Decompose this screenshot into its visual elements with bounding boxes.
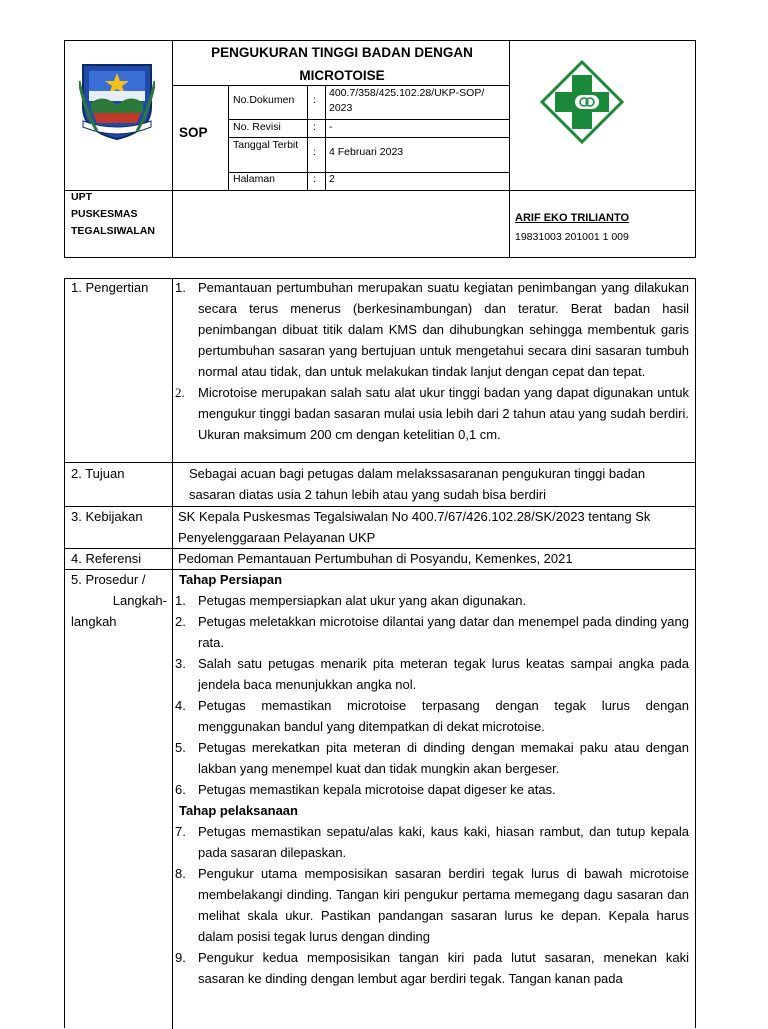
prosedur-label: 5. Prosedur / Langkah- langkah bbox=[71, 572, 167, 629]
doc-number-label: No.Dokumen bbox=[233, 94, 295, 106]
issue-date-value: 4 Februari 2023 bbox=[329, 146, 404, 158]
page-label: Halaman bbox=[233, 173, 276, 185]
persiapan-heading: Tahap Persiapan bbox=[179, 572, 283, 587]
tujuan-label: 2. Tujuan bbox=[71, 466, 125, 481]
tujuan-text: Sebagai acuan bagi petugas dalam melakssasaranan pengukuran tinggi badan sasaran diatas usia 2 tahun lebih atau yang sudah bisa berdiri bbox=[189, 466, 646, 502]
list-item: 2. Petugas meletakkan microtoise dilantai yang datar dan menempel pada dinding yang rata. bbox=[175, 614, 689, 650]
list-item: 3. Salah satu petugas menarik pita meteran tegak lurus keatas sampai angka pada jendela baca menunjukkan angka nol. bbox=[175, 656, 689, 692]
doc-number-value: 400.7/358/425.102.28/UKP-SOP/ 2023 bbox=[329, 87, 485, 114]
sop-label: SOP bbox=[179, 125, 208, 140]
issue-date-sep: : bbox=[313, 146, 316, 158]
pengertian-label: 1. Pengertian bbox=[71, 280, 149, 295]
sop-header bbox=[64, 40, 696, 258]
puskesmas-logo bbox=[539, 59, 625, 145]
regency-emblem-logo bbox=[79, 61, 155, 141]
revision-sep: : bbox=[313, 121, 316, 133]
list-item: 9. Pengukur kedua memposisikan tangan kiri pada lutut sasaran, menekan kaki sasaran ke dinding dengan lembut agar berdiri tegak. Tangan kanan pada bbox=[175, 950, 689, 986]
list-item: 4. Petugas memastikan microtoise terpasang dengan tegak lurus dengan menggunakan bandul yang ditempatkan di dekat microtoise. bbox=[175, 698, 689, 734]
unit-name: UPT PUSKESMAS TEGALSIWALAN bbox=[71, 191, 155, 237]
referensi-label: 4. Referensi bbox=[71, 551, 142, 566]
list-item: 5. Petugas merekatkan pita meteran di dinding dengan memakai paku atau dengan lakban yang menempel kuat dan tidak mungkin akan bergeser. bbox=[175, 740, 689, 776]
revision-label: No. Revisi bbox=[233, 121, 281, 133]
pengertian-list bbox=[173, 277, 689, 445]
list-item: 7. Petugas memastikan sepatu/alas kaki, kaus kaki, hiasan rambut, dan tutup kepala pada sasaran dilepaskan. bbox=[175, 824, 689, 860]
kebijakan-label: 3. Kebijakan bbox=[71, 509, 143, 524]
prosedur-list bbox=[173, 569, 689, 989]
kebijakan-text: SK Kepala Puskesmas Tegalsiwalan No 400.7/67/426.102.28/SK/2023 tentang Sk Penyelenggaraan Pelayanan UKP bbox=[178, 509, 651, 545]
pelaksanaan-heading: Tahap pelaksanaan bbox=[179, 803, 298, 818]
issue-date-label: Tanggal Terbit bbox=[233, 139, 299, 151]
page-title: PENGUKURAN TINGGI BADAN DENGAN MICROTOISE bbox=[211, 45, 473, 83]
list-item: 1. Petugas mempersiapkan alat ukur yang akan digunakan. bbox=[175, 593, 527, 608]
signer-nip: 19831003 201001 1 009 bbox=[515, 231, 629, 243]
list-item: 1. Pemantauan pertumbuhan merupakan suatu kegiatan penimbangan yang dilakukan secara terus menerus (berkesinambungan) dan teratur. Berat badan hasil penimbangan dibuat titik dalam KMS dan dihubungkan sehingga membentuk garis pertumbuhan sasaran yang bertujuan untuk mengetahui secara dini sasaran tumbuh normal atau tidak, dan untuk melakukan tindak lanjut dengan cepat dan tepat. bbox=[175, 280, 689, 379]
page-sep: : bbox=[313, 173, 316, 185]
signer-name: ARIF EKO TRILIANTO bbox=[515, 212, 630, 224]
revision-value: - bbox=[329, 121, 333, 133]
sop-content-table bbox=[64, 278, 696, 1028]
list-item: 6. Petugas memastikan kepala microtoise dapat digeser ke atas. bbox=[175, 782, 556, 797]
referensi-text: Pedoman Pemantauan Pertumbuhan di Posyandu, Kemenkes, 2021 bbox=[178, 551, 573, 566]
list-item: 8. Pengukur utama memposisikan sasaran berdiri tegak lurus di bawah microtoise membelakangi dinding. Tangan kiri pengukur pertama memegang dagu sasaran dan melihat skala ukur. Pastikan pandangan sasaran lurus ke depan. Kepala harus dalam posisi tegak lurus dengan dinding bbox=[175, 866, 689, 944]
list-item: 2. Microtoise merupakan salah satu alat ukur tinggi badan yang dapat digunakan untuk mengukur tinggi badan sasaran mulai usia lebih dari 2 tahun atau yang sudah berdiri. Ukuran maksimum 200 cm dengan ketelitian 0,1 cm. bbox=[175, 385, 689, 442]
page-value: 2 bbox=[329, 173, 335, 185]
doc-number-sep: : bbox=[313, 94, 316, 106]
